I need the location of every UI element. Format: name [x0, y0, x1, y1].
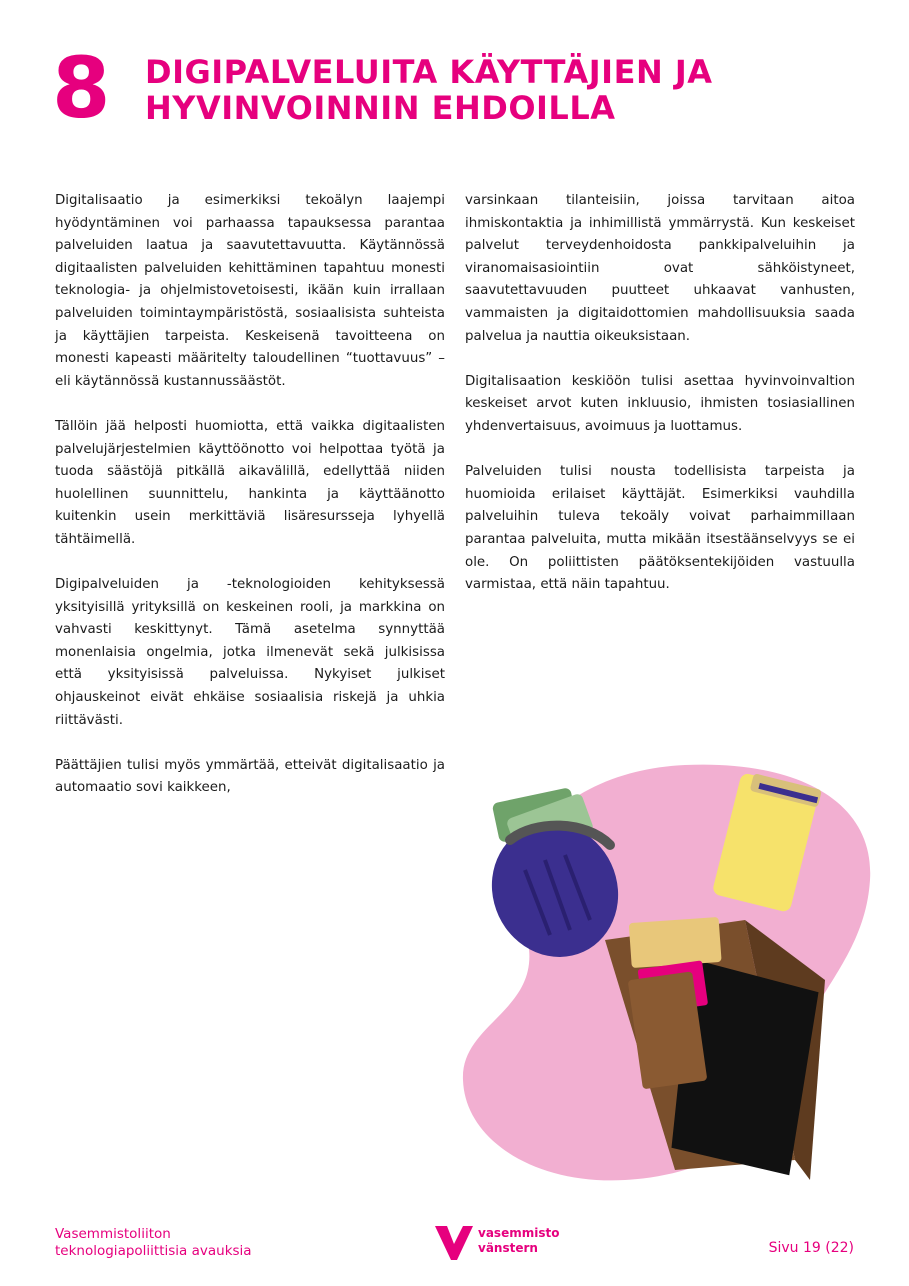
title-line-1: DIGIPALVELUITA KÄYTTÄJIEN JA [145, 53, 713, 91]
paragraph: Digitalisaatio ja esimerkiksi tekoälyn laajempi hyödyntäminen voi parhaassa tapauksessa parantaa palveluiden laatua ja saavutettavuutta. Käytännössä digitaalisten palveluiden kehittäminen tapahtuu monesti teknologia- ja ohjelmistovetoisesti, ikään kuin irrallaan palveluiden toimintaympäristöstä, sosiaalisista suhteista ja käyttäjien tarpeista. Keskeisenä tavoitteena on monesti kapeasti määritelty taloudellinen “tuottavuus” – eli käytännössä kustannussäästöt. [55, 193, 445, 389]
paragraph: Digitalisaation keskiöön tulisi asettaa hyvinvoinvaltion keskeiset arvot kuten inkluusio, ihmisten tosiasiallinen yhdenvertaisuus, avoimuus ja luottamus. [465, 373, 855, 434]
paragraph: Päättäjien tulisi myös ymmärtää, etteivät digitalisaatio ja automaatio sovi kaikkeen, [55, 757, 445, 796]
vasemmisto-logo-icon [433, 1222, 475, 1262]
footer-publisher [55, 1226, 252, 1260]
logo-line-1: vasemmisto [478, 1226, 560, 1240]
wallets-illustration [455, 760, 895, 1190]
page-title [145, 54, 865, 126]
footer-publisher-line-1: Vasemmistoliiton [55, 1226, 171, 1242]
footer-publisher-line-2: teknologiapoliittisia avauksia [55, 1243, 252, 1259]
paragraph: varsinkaan tilanteisiin, joissa tarvitaan aitoa ihmiskontaktia ja inhimillistä ymmärrystä. Kun keskeiset palvelut terveydenhoidosta pankkipalveluihin ja viranomaisasiointiin ovat sähköistyneet, saavutettavuuden puutteet uhkaavat vanhusten, vammaisten ja digitaidottomien mahdollisuuksia saada palvelua ja nauttia oikeuksistaan. [465, 193, 855, 344]
logo-line-2: vänstern [478, 1241, 538, 1255]
logo-wordmark [478, 1226, 559, 1256]
paragraph: Digipalveluiden ja -teknologioiden kehityksessä yksityisillä yrityksillä on keskeinen rooli, ja markkina on vahvasti keskittynyt. Tämä asetelma synnyttää monenlaisia ongelmia, jotka ilmenevät sekä julkisissa että yksityisissä palveluissa. Nykyiset julkiset ohjauskeinot eivät ehkäise sosiaalisia riskejä ja uhkia riittävästi. [55, 577, 445, 728]
chapter-number: 8 [52, 39, 111, 137]
body-column-left [55, 190, 445, 823]
page-number: Sivu 19 (22) [768, 1240, 854, 1256]
title-line-2: HYVINVOINNIN EHDOILLA [145, 89, 616, 127]
paragraph: Tällöin jää helposti huomiotta, että vaikka digitaalisten palvelujärjestelmien käyttöönotto voi helpottaa työtä ja tuoda säästöjä pitkällä aikavälillä, edellyttää niiden huolellinen suunnittelu, hankinta ja käyttäänotto kuitenkin usein merkittäviä lisäresursseja lyhyellä tähtäimellä. [55, 418, 445, 547]
paragraph: Palveluiden tulisi nousta todellisista tarpeista ja huomioida erilaiset käyttäjät. Esimerkiksi vauhdilla palveluihin tuleva tekoäly voivat parhaimmillaan parantaa palveluita, mutta mikään itsestäänselvyys se ei ole. On poliittisten päätöksentekijöiden vastuulla varmistaa, että näin tapahtuu. [465, 464, 855, 593]
body-column-right [465, 190, 855, 619]
